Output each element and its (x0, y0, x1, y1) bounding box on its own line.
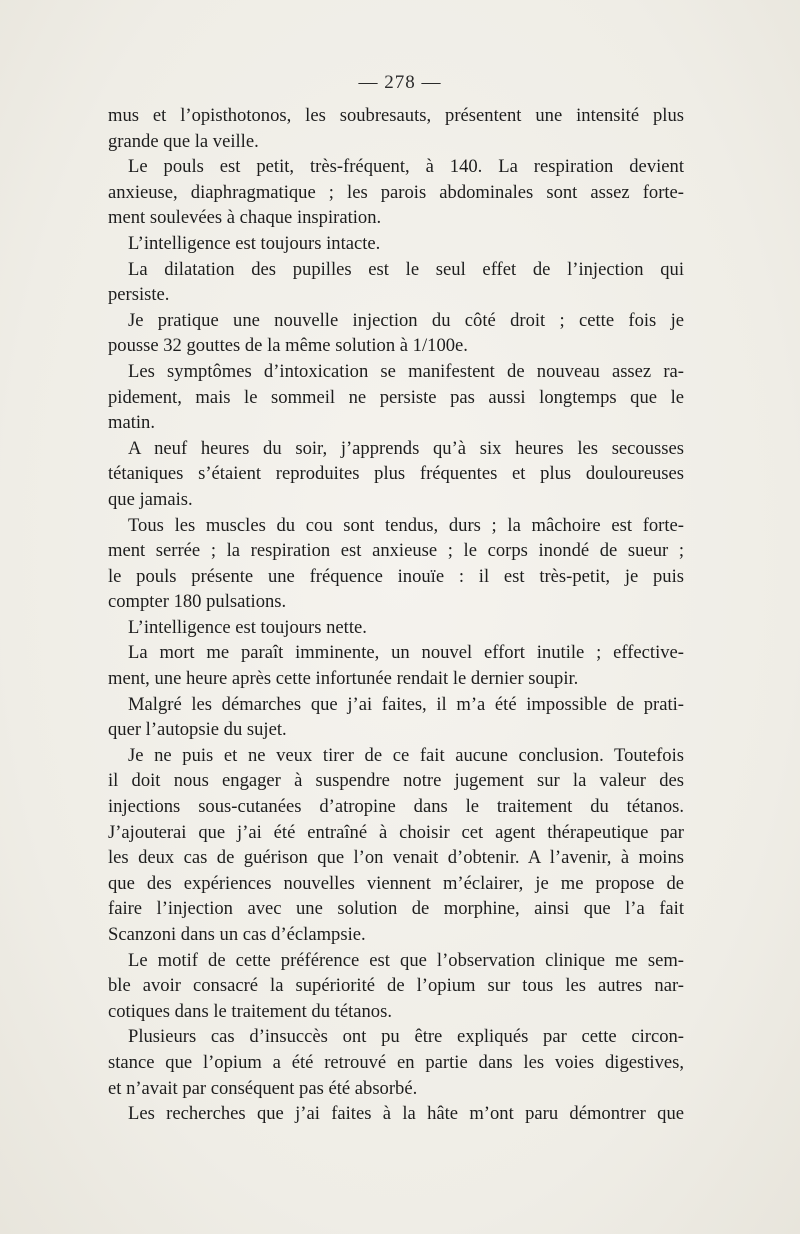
text-line: Malgré les démarches que j’ai faites, il m’a été impossible de prati- (128, 693, 684, 715)
text-line: Je pratique une nouvelle injection du côté droit ; cette fois je (128, 309, 684, 331)
text-line: tétaniques s’étaient reproduites plus fréquentes et plus douloureuses (108, 463, 684, 485)
text-line: Les symptômes d’intoxication se manifestent de nouveau assez ra- (128, 360, 684, 382)
text-line: Plusieurs cas d’insuccès ont pu être expliqués par cette circon- (128, 1026, 684, 1048)
text-line: que des expériences nouvelles viennent m’éclairer, je me propose de (108, 872, 684, 894)
body-text (108, 103, 684, 1127)
text-line: L’intelligence est toujours intacte. (128, 232, 381, 254)
text-line: L’intelligence est toujours nette. (128, 616, 367, 638)
text-line: stance que l’opium a été retrouvé en partie dans les voies digestives, (108, 1051, 684, 1073)
text-line: Scanzoni dans un cas d’éclampsie. (108, 924, 366, 945)
text-line: ment serrée ; la respiration est anxieuse ; le corps inondé de sueur ; (108, 540, 684, 562)
text-line: injections sous-cutanées d’atropine dans le traitement du tétanos. (108, 796, 684, 818)
text-line: les deux cas de guérison que l’on venait d’obtenir. A l’avenir, à moins (108, 847, 684, 869)
text-line: grande que la veille. (108, 130, 259, 152)
page-number: — 278 — (358, 72, 442, 93)
text-line: ment, une heure après cette infortunée rendait le dernier soupir. (108, 668, 579, 690)
text-line: et n’avait par conséquent pas été absorbé. (108, 1077, 418, 1099)
text-line: faire l’injection avec une solution de morphine, ainsi que l’a fait (108, 898, 684, 920)
text-line: que jamais. (108, 488, 193, 510)
text-line: persiste. (108, 284, 170, 306)
text-line: il doit nous engager à suspendre notre jugement sur la valeur des (108, 770, 684, 792)
text-line: J’ajouterai que j’ai été entraîné à choisir cet agent thérapeutique par (108, 821, 684, 843)
text-line: La mort me paraît imminente, un nouvel effort inutile ; effective- (128, 642, 684, 664)
text-line: pidement, mais le sommeil ne persiste pas aussi longtemps que le (108, 386, 684, 408)
text-line: Je ne puis et ne veux tirer de ce fait aucune conclusion. Toutefois (128, 744, 684, 766)
text-line: cotiques dans le traitement du tétanos. (108, 1000, 392, 1022)
text-line: le pouls présente une fréquence inouïe : il est très-petit, je puis (108, 565, 684, 587)
text-line: compter 180 pulsations. (108, 591, 287, 613)
text-line: Le pouls est petit, très-fréquent, à 140. La respiration devient (128, 156, 684, 178)
text-line: Les recherches que j’ai faites à la hâte m’ont paru démontrer que (128, 1103, 684, 1125)
text-line: ble avoir consacré la supériorité de l’opium sur tous les autres nar- (108, 975, 684, 997)
text-line: anxieuse, diaphragmatique ; les parois abdominales sont assez forte- (108, 181, 684, 203)
text-line: pousse 32 gouttes de la même solution à 1/100e. (108, 335, 468, 357)
text-line: Tous les muscles du cou sont tendus, durs ; la mâchoire est forte- (128, 514, 684, 536)
text-line: A neuf heures du soir, j’apprends qu’à six heures les secousses (128, 437, 684, 459)
text-line: ment soulevées à chaque inspiration. (108, 207, 382, 229)
text-line: matin. (108, 412, 155, 434)
text-line: La dilatation des pupilles est le seul effet de l’injection qui (128, 258, 684, 280)
text-line: Le motif de cette préférence est que l’observation clinique me sem- (128, 949, 684, 971)
text-line: quer l’autopsie du sujet. (108, 719, 287, 741)
text-line: mus et l’opisthotonos, les soubresauts, présentent une intensité plus (108, 105, 684, 126)
